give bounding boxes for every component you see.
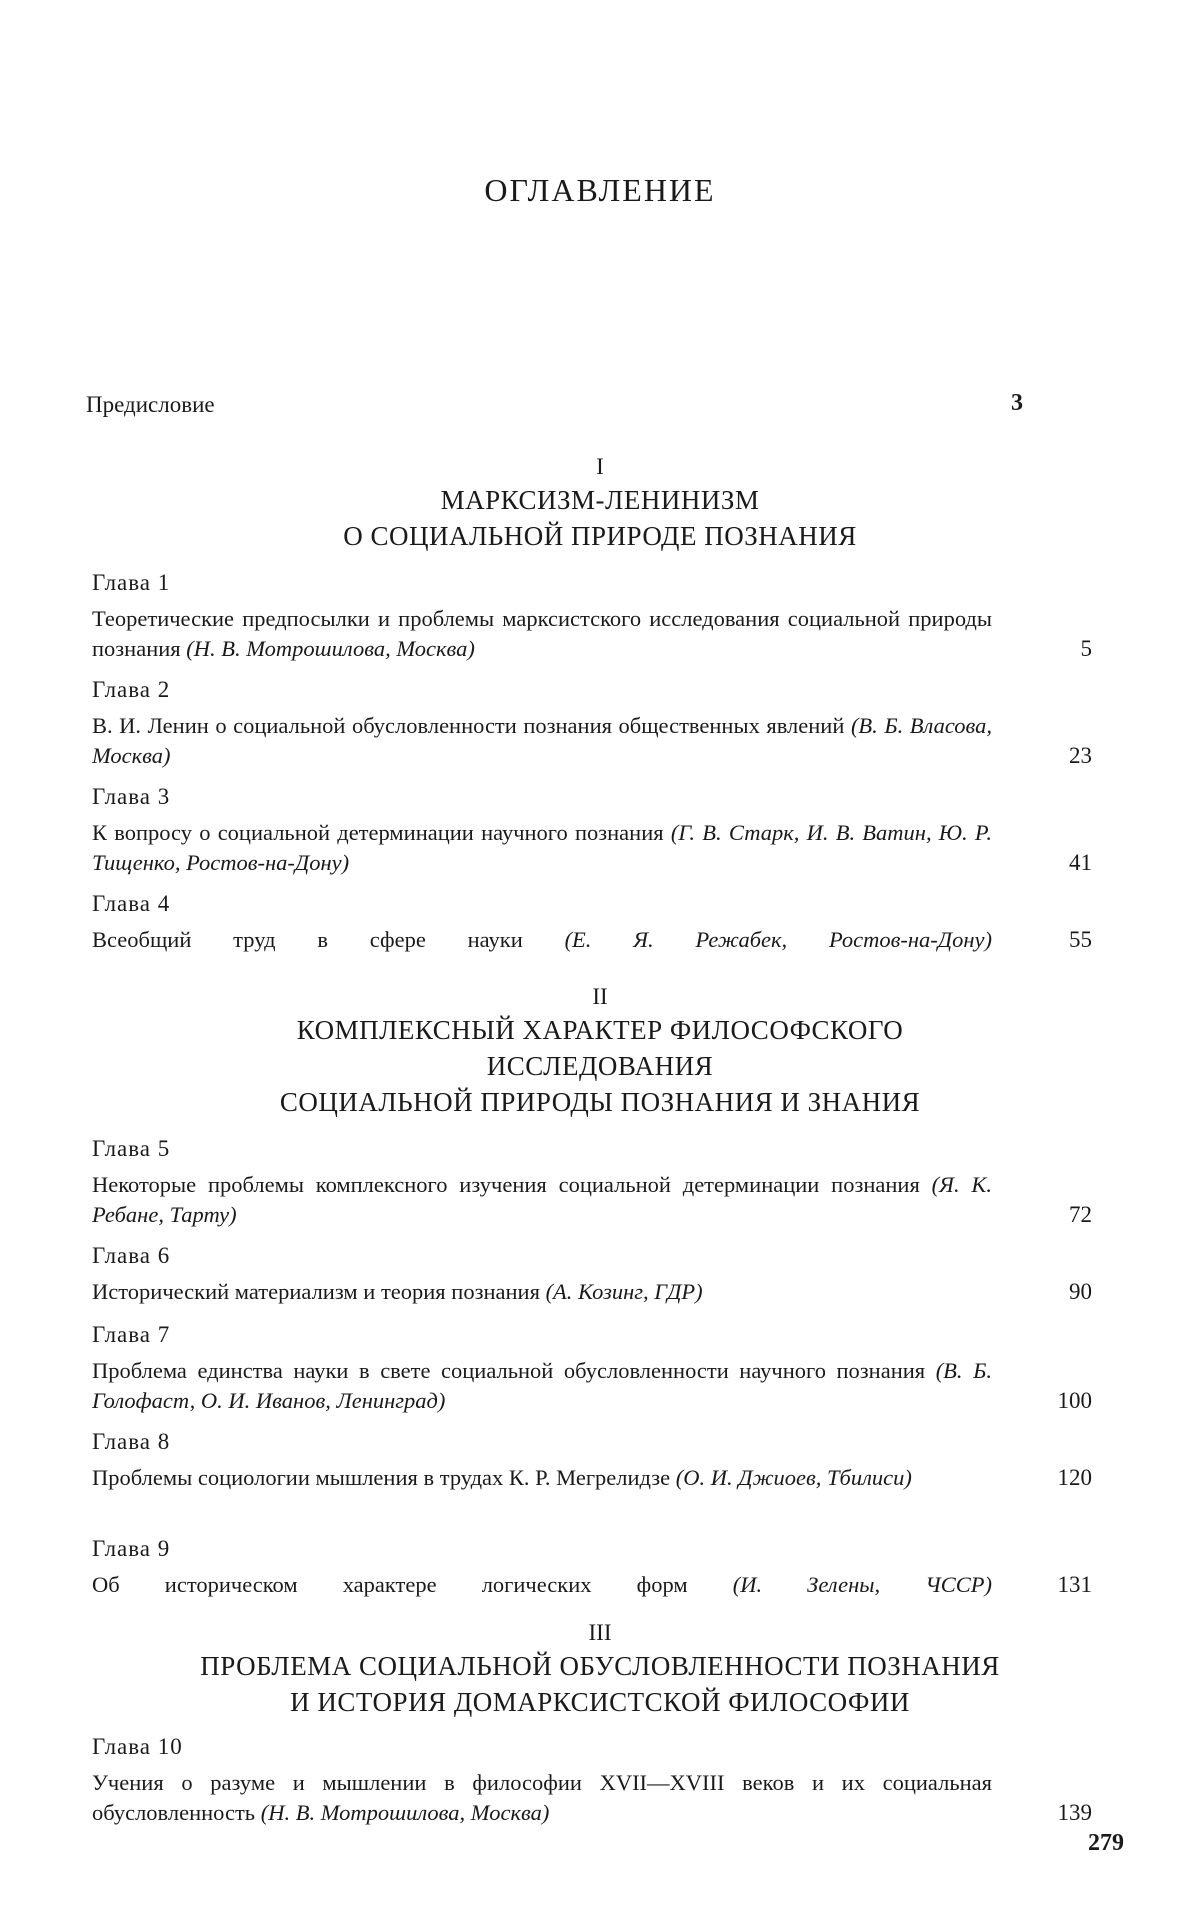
chapter-author: (А. Козинг, ГДР) xyxy=(545,1279,703,1304)
chapter-author: (Н. В. Мотрошилова, Москва) xyxy=(186,636,475,661)
chapter-author: (Я. К. Ребане, Тарту) xyxy=(92,1172,992,1227)
toc-entry-chapter-7[interactable] xyxy=(92,1320,1092,1416)
chapter-author: (В. Б. Власова, Москва) xyxy=(92,713,993,768)
toc-entry-chapter-2[interactable] xyxy=(92,675,1092,771)
toc-entry-chapter-6[interactable] xyxy=(92,1241,1092,1307)
preface-page-number: 3 xyxy=(1011,390,1023,416)
chapter-title: К вопросу о социальной детерминации научного познания (Г. В. Старк, И. В. Ватин, Ю. Р. Тищенко, Ростов-на-Дону) xyxy=(92,820,992,875)
chapter-label: Глава 5 xyxy=(92,1136,171,1161)
part-title-line: СОЦИАЛЬНОЙ ПРИРОДЫ ПОЗНАНИЯ И ЗНАНИЯ xyxy=(279,1087,921,1117)
chapter-title: Учения о разуме и мышлении в философии XVII—XVIII веков и их социальная обусловленность (Н. В. Мотрошилова, Москва) xyxy=(92,1770,992,1825)
chapter-page-number: 139 xyxy=(1057,1800,1092,1825)
part-numeral: II xyxy=(592,984,608,1009)
chapter-author: (Е. Я. Режабек, Ростов-на-Дону) xyxy=(564,927,992,952)
page-folio-number: 279 xyxy=(1088,1830,1124,1856)
chapter-author: (В. Б. Голофаст, О. И. Иванов, Ленинград) xyxy=(92,1358,992,1413)
chapter-page-number: 41 xyxy=(1069,850,1092,875)
chapter-author: (И. Зелены, ЧССР) xyxy=(732,1572,992,1597)
toc-entry-chapter-1[interactable] xyxy=(92,568,1092,664)
part-title-line: МАРКСИЗМ-ЛЕНИНИЗМ xyxy=(440,485,760,515)
toc-entry-preface[interactable] xyxy=(86,392,1026,418)
chapter-label: Глава 8 xyxy=(92,1429,171,1454)
part-title-line: ИССЛЕДОВАНИЯ xyxy=(486,1051,714,1081)
preface-label: Предисловие xyxy=(86,392,215,417)
chapter-title: Проблемы социологии мышления в трудах К. Р. Мегрелидзе (О. И. Джиоев, Тбилиси) xyxy=(92,1465,912,1490)
chapter-page-number: 120 xyxy=(1057,1465,1092,1490)
chapter-label: Глава 2 xyxy=(92,677,171,702)
chapter-title: В. И. Ленин о социальной обусловленности познания общественных явлений (В. Б. Власова, Москва) xyxy=(92,713,993,768)
chapter-author: (Н. В. Мотрошилова, Москва) xyxy=(260,1800,550,1825)
chapter-label: Глава 10 xyxy=(92,1734,183,1759)
chapter-label: Глава 1 xyxy=(92,570,171,595)
part-title-line: ПРОБЛЕМА СОЦИАЛЬНОЙ ОБУСЛОВЛЕННОСТИ ПОЗНАНИЯ xyxy=(200,1651,1000,1681)
part-title-line: И ИСТОРИЯ ДОМАРКСИСТСКОЙ ФИЛОСОФИИ xyxy=(290,1687,910,1717)
toc-entry-chapter-9[interactable] xyxy=(92,1534,1092,1600)
chapter-title: Некоторые проблемы комплексного изучения социальной детерминации познания (Я. К. Ребане, Тарту) xyxy=(92,1172,992,1227)
toc-entry-chapter-5[interactable] xyxy=(92,1134,1092,1230)
chapter-title: Теоретические предпосылки и проблемы марксистского исследования социальной природы познания (Н. В. Мотрошилова, Москва) xyxy=(92,606,992,661)
toc-entry-chapter-3[interactable] xyxy=(92,782,1092,878)
page-title: ОГЛАВЛЕНИЕ xyxy=(484,172,716,208)
chapter-page-number: 90 xyxy=(1069,1279,1092,1304)
chapter-page-number: 5 xyxy=(1080,636,1092,661)
chapter-page-number: 131 xyxy=(1057,1572,1092,1597)
chapter-title: Всеобщий труд в сфере науки (Е. Я. Режабек, Ростов-на-Дону) xyxy=(92,927,992,952)
part-2-heading xyxy=(0,982,1200,1120)
chapter-page-number: 55 xyxy=(1069,927,1092,952)
chapter-page-number: 100 xyxy=(1057,1388,1092,1413)
part-title-line: КОМПЛЕКСНЫЙ ХАРАКТЕР ФИЛОСОФСКОГО xyxy=(296,1015,904,1045)
chapter-label: Глава 4 xyxy=(92,891,171,916)
chapter-author: (Г. В. Старк, И. В. Ватин, Ю. Р. Тищенко, Ростов-на-Дону) xyxy=(92,820,992,875)
chapter-page-number: 72 xyxy=(1069,1202,1092,1227)
part-title-line: О СОЦИАЛЬНОЙ ПРИРОДЕ ПОЗНАНИЯ xyxy=(343,521,857,551)
chapter-title: Исторический материализм и теория познания (А. Козинг, ГДР) xyxy=(92,1279,703,1304)
chapter-title: Проблема единства науки в свете социальной обусловленности научного познания (В. Б. Голофаст, О. И. Иванов, Ленинград) xyxy=(92,1358,992,1413)
chapter-title: Об историческом характере логических форм (И. Зелены, ЧССР) xyxy=(92,1572,992,1597)
chapter-label: Глава 9 xyxy=(92,1536,171,1561)
part-numeral: III xyxy=(588,1620,612,1645)
toc-entry-chapter-4[interactable] xyxy=(92,889,1092,955)
chapter-label: Глава 7 xyxy=(92,1322,171,1347)
chapter-label: Глава 6 xyxy=(92,1243,171,1268)
part-numeral: I xyxy=(596,454,604,479)
toc-entry-chapter-8[interactable] xyxy=(92,1427,1092,1493)
part-1-heading xyxy=(0,452,1200,554)
toc-entry-chapter-10[interactable] xyxy=(92,1732,1092,1828)
chapter-label: Глава 3 xyxy=(92,784,171,809)
chapter-page-number: 23 xyxy=(1069,743,1092,768)
part-3-heading xyxy=(0,1618,1200,1720)
chapter-author: (О. И. Джиоев, Тбилиси) xyxy=(675,1465,912,1490)
